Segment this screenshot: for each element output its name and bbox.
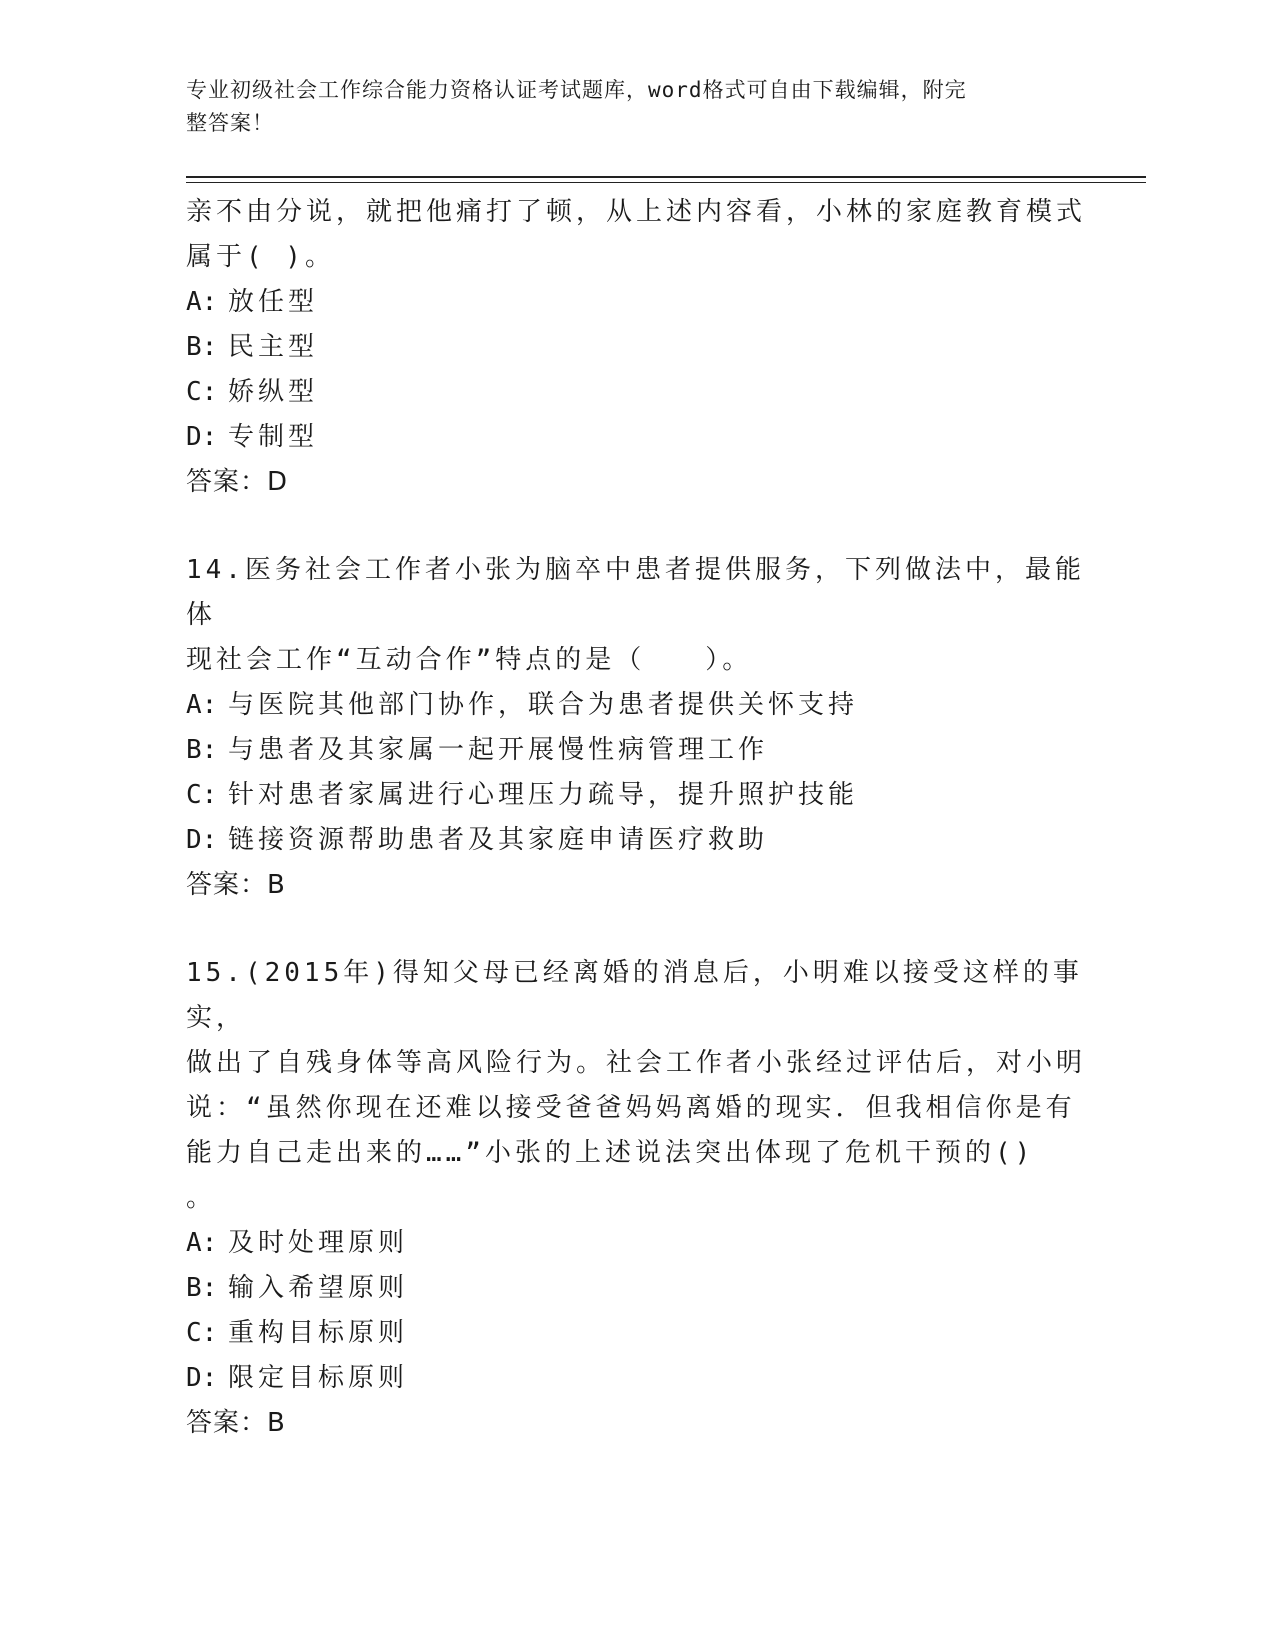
answer-line: 答案：B (186, 870, 286, 900)
question-stem-line: 14.医务社会工作者小张为脑卒中患者提供服务，下列做法中，最能体 (186, 555, 1085, 630)
option-text: 放任型 (228, 287, 319, 317)
option-d (186, 818, 1086, 863)
question-stem-line: 做出了自残身体等高风险行为。社会工作者小张经过评估后，对小明 (186, 1048, 1087, 1078)
option-c (186, 370, 1086, 415)
option-c (186, 1311, 1086, 1356)
option-b (186, 1266, 1086, 1311)
option-text: 针对患者家属进行心理压力疏导，提升照护技能 (228, 780, 859, 810)
option-letter: D: (186, 422, 218, 452)
header-divider-thin (186, 182, 1146, 183)
option-text: 与医院其他部门协作，联合为患者提供关怀支持 (228, 690, 859, 720)
question-stem-line: 现社会工作“互动合作”特点的是（ ）。 (186, 645, 753, 675)
option-text: 输入希望原则 (228, 1273, 409, 1303)
option-letter: B: (186, 332, 218, 362)
option-d (186, 415, 1086, 460)
option-d (186, 1356, 1086, 1401)
answer-line: 答案：B (186, 1408, 286, 1438)
page-header (186, 74, 1066, 140)
option-b (186, 728, 1086, 773)
option-letter: A: (186, 287, 218, 317)
option-a (186, 1221, 1086, 1266)
option-letter: D: (186, 825, 218, 855)
header-divider-thick (186, 176, 1146, 178)
option-text: 链接资源帮助患者及其家庭申请医疗救助 (228, 825, 769, 855)
header-line-2: 整答案！ (186, 111, 274, 135)
option-c (186, 773, 1086, 818)
question-list (186, 190, 1086, 1446)
question-stem-line: 能力自己走出来的……”小张的上述说法突出体现了危机干预的() (186, 1138, 1035, 1168)
option-letter: B: (186, 735, 218, 765)
option-text: 娇纵型 (228, 377, 319, 407)
option-text: 重构目标原则 (228, 1318, 409, 1348)
option-text: 民主型 (228, 332, 319, 362)
option-text: 限定目标原则 (228, 1363, 409, 1393)
option-letter: C: (186, 780, 218, 810)
option-letter: C: (186, 377, 218, 407)
question-stem-line: 属于( )。 (186, 242, 335, 272)
option-letter: A: (186, 690, 218, 720)
question-stem-line: 15.(2015年)得知父母已经离婚的消息后，小明难以接受这样的事实， (186, 958, 1083, 1033)
option-letter: C: (186, 1318, 218, 1348)
option-letter: D: (186, 1363, 218, 1393)
option-text: 专制型 (228, 422, 319, 452)
option-letter: A: (186, 1228, 218, 1258)
question-15 (186, 951, 1086, 1446)
answer-line: 答案：D (186, 467, 289, 497)
option-letter: B: (186, 1273, 218, 1303)
question-stem-line: 。 (186, 1183, 213, 1213)
header-line-1: 专业初级社会工作综合能力资格认证考试题库，word格式可自由下载编辑，附完 (186, 78, 967, 102)
question-stem-line: 说：“虽然你现在还难以接受爸爸妈妈离婚的现实．但我相信你是有 (186, 1093, 1076, 1123)
question-13 (186, 190, 1086, 505)
question-stem-line: 亲不由分说，就把他痛打了顿，从上述内容看，小林的家庭教育模式 (186, 197, 1087, 227)
option-a (186, 280, 1086, 325)
option-b (186, 325, 1086, 370)
option-a (186, 683, 1086, 728)
option-text: 及时处理原则 (228, 1228, 409, 1258)
option-text: 与患者及其家属一起开展慢性病管理工作 (228, 735, 769, 765)
question-14 (186, 548, 1086, 908)
